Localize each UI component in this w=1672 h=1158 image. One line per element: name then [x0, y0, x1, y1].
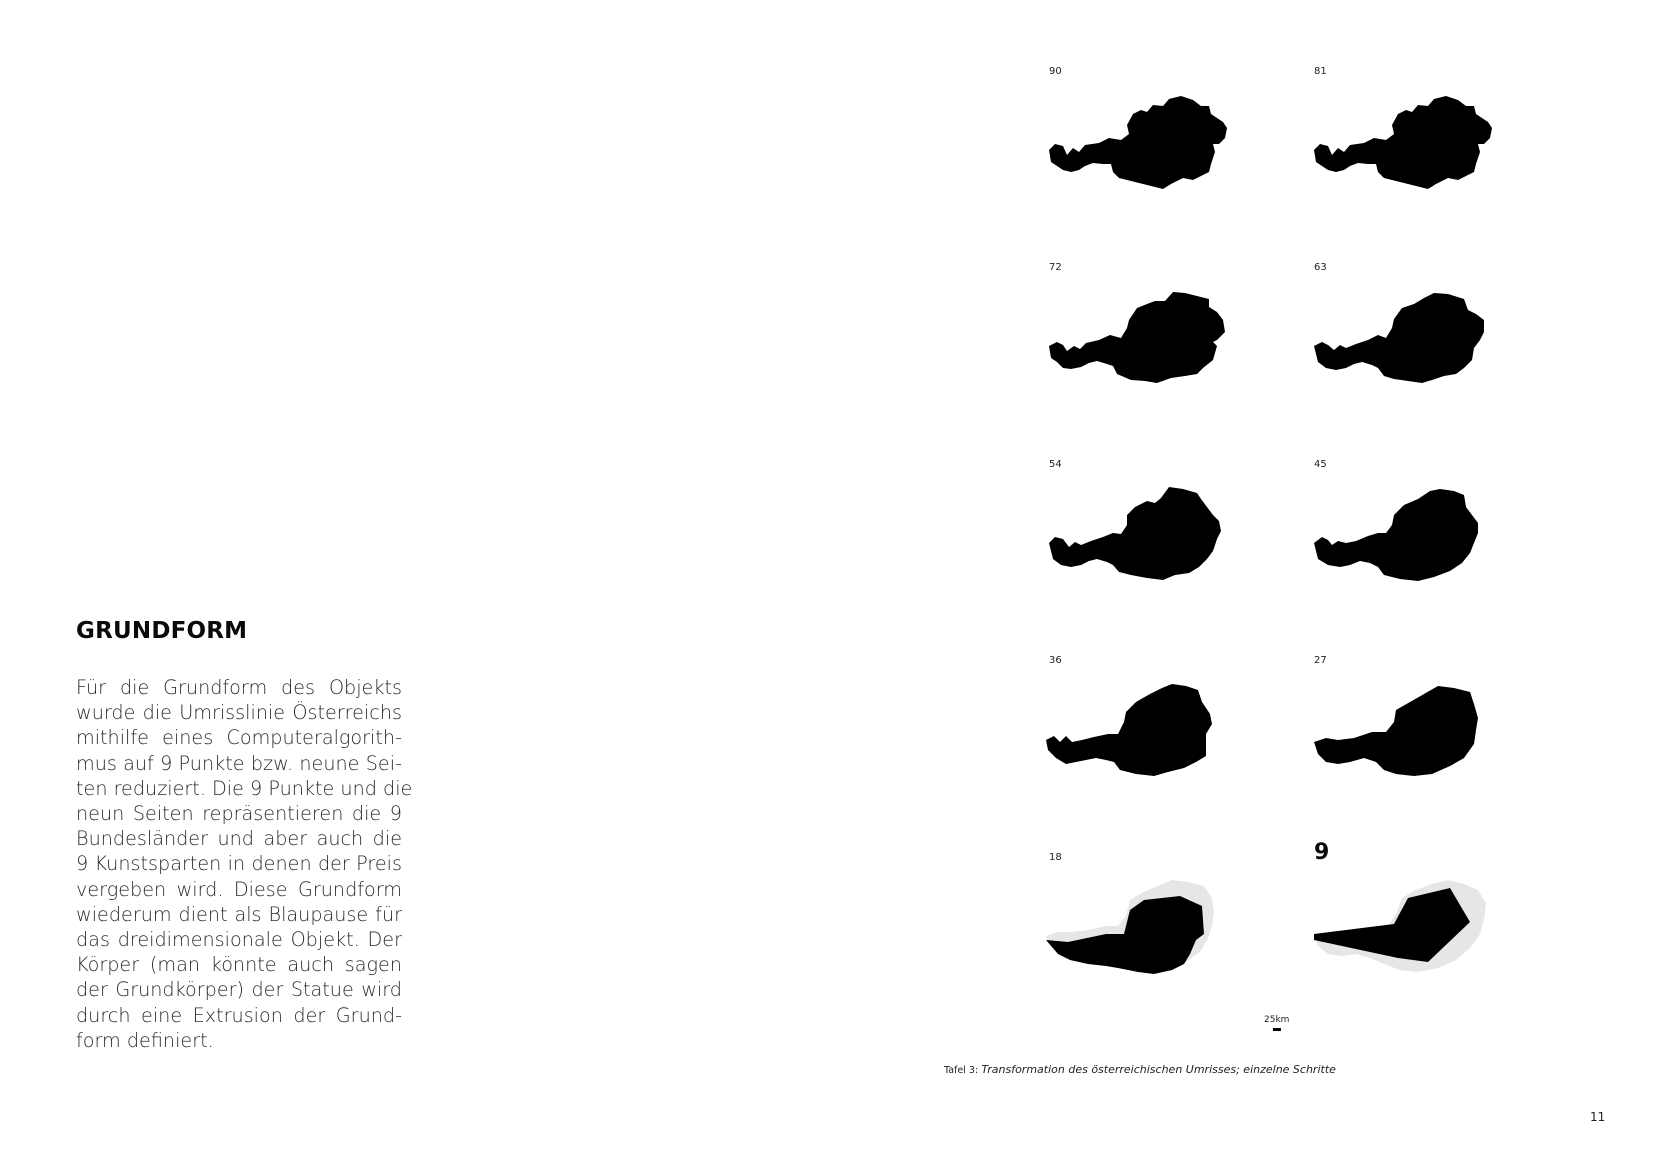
step-label: 72 — [1049, 262, 1062, 273]
paragraph-line: 9 Kunstsparten in denen der Preis — [76, 852, 402, 876]
step-cell-54 — [1049, 459, 1221, 580]
step-cell-72 — [1049, 262, 1225, 383]
austria-outline-shape — [1049, 292, 1225, 383]
scale-bar — [1264, 1015, 1289, 1031]
step-label: 81 — [1314, 66, 1327, 77]
section-heading: GRUNDFORM — [76, 618, 248, 644]
figure-caption — [944, 1063, 1336, 1076]
step-cell-45 — [1314, 459, 1478, 581]
step-label: 36 — [1049, 655, 1062, 666]
paragraph-line: Bundesländer und aber auch die — [76, 827, 402, 851]
austria-outline-shape — [1049, 96, 1227, 189]
paragraph-line: Körper (man könnte auch sagen — [76, 953, 402, 977]
austria-outline-shape — [1046, 684, 1212, 776]
step-label: 18 — [1049, 852, 1062, 863]
paragraph-line: Für die Grundform des Objekts — [76, 676, 402, 699]
step-cell-36 — [1046, 655, 1212, 776]
step-label: 90 — [1049, 66, 1062, 77]
step-label: 9 — [1314, 840, 1330, 865]
paragraph-line: der Grundkörper) der Statue wird — [76, 978, 402, 1002]
step-label: 45 — [1314, 459, 1327, 470]
step-cell-9 — [1314, 840, 1486, 972]
paragraph-line: durch eine Extrusion der Grund- — [76, 1003, 402, 1027]
paragraph-line: wurde die Umrisslinie Österreichs — [76, 701, 402, 725]
step-label: 63 — [1314, 262, 1327, 273]
step-cell-81 — [1314, 66, 1492, 189]
caption-prefix: Tafel 3: — [944, 1065, 979, 1076]
austria-outline-shape — [1314, 96, 1492, 189]
page-number: 11 — [1590, 1110, 1606, 1124]
scale-label: 25km — [1264, 1015, 1290, 1025]
paragraph-line: mithilfe eines Computeralgorith- — [76, 726, 402, 750]
scale-bar-mark — [1273, 1028, 1281, 1031]
austria-outline-shape — [1314, 293, 1484, 383]
step-cell-90 — [1049, 66, 1227, 189]
paragraph-line: wiederum dient als Blaupause für — [76, 902, 402, 926]
paragraph-line: mus auf 9 Punkte bzw. neune Sei- — [76, 751, 402, 775]
paragraph-line: ten reduziert. Die 9 Punkte und die — [76, 776, 413, 800]
step-label: 54 — [1049, 459, 1062, 470]
austria-outline-shape — [1314, 686, 1478, 776]
paragraph-line: form definiert. — [76, 1028, 214, 1052]
austria-outline-shape — [1049, 487, 1221, 580]
paragraph-line: neun Seiten repräsentieren die 9 — [76, 802, 402, 826]
caption-text: Transformation des österreichischen Umrisses; einzelne Schritte — [981, 1063, 1336, 1076]
step-cell-63 — [1314, 262, 1484, 383]
step-label: 27 — [1314, 655, 1327, 666]
paragraph-line: vergeben wird. Diese Grundform — [76, 877, 402, 901]
paragraph-line: das dreidimensionale Objekt. Der — [76, 928, 402, 952]
austria-outline-shape — [1314, 489, 1478, 581]
step-cell-18 — [1046, 852, 1214, 974]
step-cell-27 — [1314, 655, 1478, 776]
